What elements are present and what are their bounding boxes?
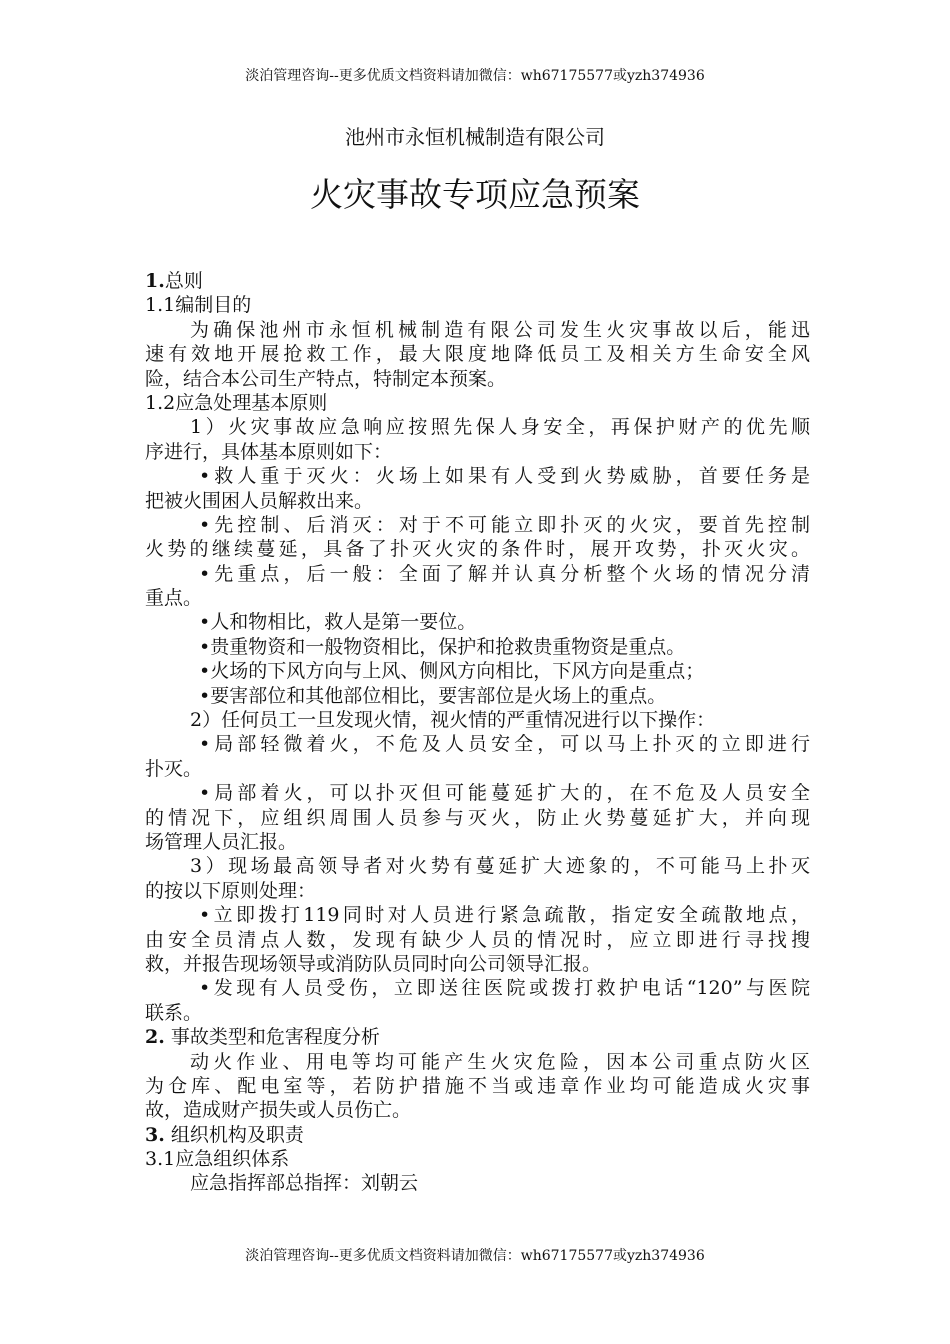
page-header: 淡泊管理咨询--更多优质文档资料请加微信：wh67175577或yzh374936 bbox=[245, 68, 705, 84]
paragraph-line: 应急指挥部总指挥：刘朝云 bbox=[190, 1172, 419, 1195]
bullet-line: •火场的下风方向与上风、侧风方向相比，下风方向是重点； bbox=[199, 660, 705, 683]
paragraph-line: 为确保池州市永恒机械制造有限公司发生火灾事故以后，能迅 bbox=[190, 318, 810, 341]
bullet-line: •要害部位和其他部位相比，要害部位是火场上的重点。 bbox=[199, 684, 667, 707]
page-footer: 淡泊管理咨询--更多优质文档资料请加微信：wh67175577或yzh374936 bbox=[245, 1248, 705, 1264]
paragraph-line: 为仓库、配电室等，若防护措施不当或违章作业均可能造成火灾事 bbox=[145, 1074, 810, 1097]
paragraph-line: 把被火围困人员解救出来。 bbox=[145, 489, 374, 512]
paragraph-line: 1）火灾事故应急响应按照先保人身安全，再保护财产的优先顺 bbox=[190, 416, 810, 439]
subsection-heading: 1.1编制目的 bbox=[145, 294, 252, 317]
bullet-line: •先控制、后消灭：对于不可能立即扑灭的火灾，要首先控制 bbox=[199, 513, 810, 536]
paragraph-line: 动火作业、用电等均可能产生火灾危险，因本公司重点防火区 bbox=[190, 1050, 810, 1073]
paragraph-line: 由安全员清点人数，发现有缺少人员的情况时，应立即进行寻找搜 bbox=[145, 928, 810, 951]
subsection-heading: 1.2应急处理基本原则 bbox=[145, 391, 328, 414]
section-heading: 3. 组织机构及职责 bbox=[145, 1123, 304, 1146]
bullet-line: •救人重于灭火：火场上如果有人受到火势威胁，首要任务是 bbox=[199, 465, 810, 488]
paragraph-line: 的情况下，应组织周围人员参与灭火，防止火势蔓延扩大，并向现 bbox=[145, 806, 810, 829]
paragraph-line: 联系。 bbox=[145, 1001, 203, 1024]
section-heading: 1.总则 bbox=[145, 270, 203, 292]
subsection-heading: 3.1应急组织体系 bbox=[145, 1148, 290, 1171]
paragraph-line: 速有效地开展抢救工作，最大限度地降低员工及相关方生命安全风 bbox=[145, 343, 810, 366]
paragraph-line: 险，结合本公司生产特点，特制定本预案。 bbox=[145, 367, 507, 390]
paragraph-line: 3）现场最高领导者对火势有蔓延扩大迹象的，不可能马上扑灭 bbox=[190, 855, 810, 878]
section-heading: 2. 事故类型和危害程度分析 bbox=[145, 1026, 380, 1049]
paragraph-line: 救，并报告现场领导或消防队员同时向公司领导汇报。 bbox=[145, 952, 602, 975]
paragraph-line: 故，造成财产损失或人员伤亡。 bbox=[145, 1099, 412, 1122]
bullet-line: •立即拨打119同时对人员进行紧急疏散，指定安全疏散地点， bbox=[199, 904, 810, 927]
paragraph-line: 序进行，具体基本原则如下： bbox=[145, 440, 393, 463]
paragraph-line: 2）任何员工一旦发现火情，视火情的严重情况进行以下操作： bbox=[190, 709, 716, 732]
bullet-line: •局部着火，可以扑灭但可能蔓延扩大的，在不危及人员安全 bbox=[199, 782, 810, 805]
document-title: 火灾事故专项应急预案 bbox=[310, 175, 640, 214]
bullet-line: •局部轻微着火，不危及人员安全，可以马上扑灭的立即进行 bbox=[199, 733, 810, 756]
paragraph-line: 扑灭。 bbox=[145, 757, 203, 780]
paragraph-line: 火势的继续蔓延，具备了扑灭火灾的条件时，展开攻势，扑灭火灾。 bbox=[145, 538, 810, 561]
paragraph-line: 重点。 bbox=[145, 587, 203, 610]
bullet-line: •先重点，后一般：全面了解并认真分析整个火场的情况分清 bbox=[199, 562, 810, 585]
bullet-line: •发现有人员受伤，立即送往医院或拨打救护电话“120”与医院 bbox=[199, 977, 810, 1000]
paragraph-line: 的按以下原则处理： bbox=[145, 879, 317, 902]
paragraph-line: 场管理人员汇报。 bbox=[145, 830, 298, 853]
bullet-line: •贵重物资和一般物资相比，保护和抢救贵重物资是重点。 bbox=[199, 635, 686, 658]
document-body bbox=[145, 269, 810, 1196]
bullet-line: •人和物相比，救人是第一要位。 bbox=[199, 611, 477, 634]
company-name: 池州市永恒机械制造有限公司 bbox=[345, 125, 605, 149]
